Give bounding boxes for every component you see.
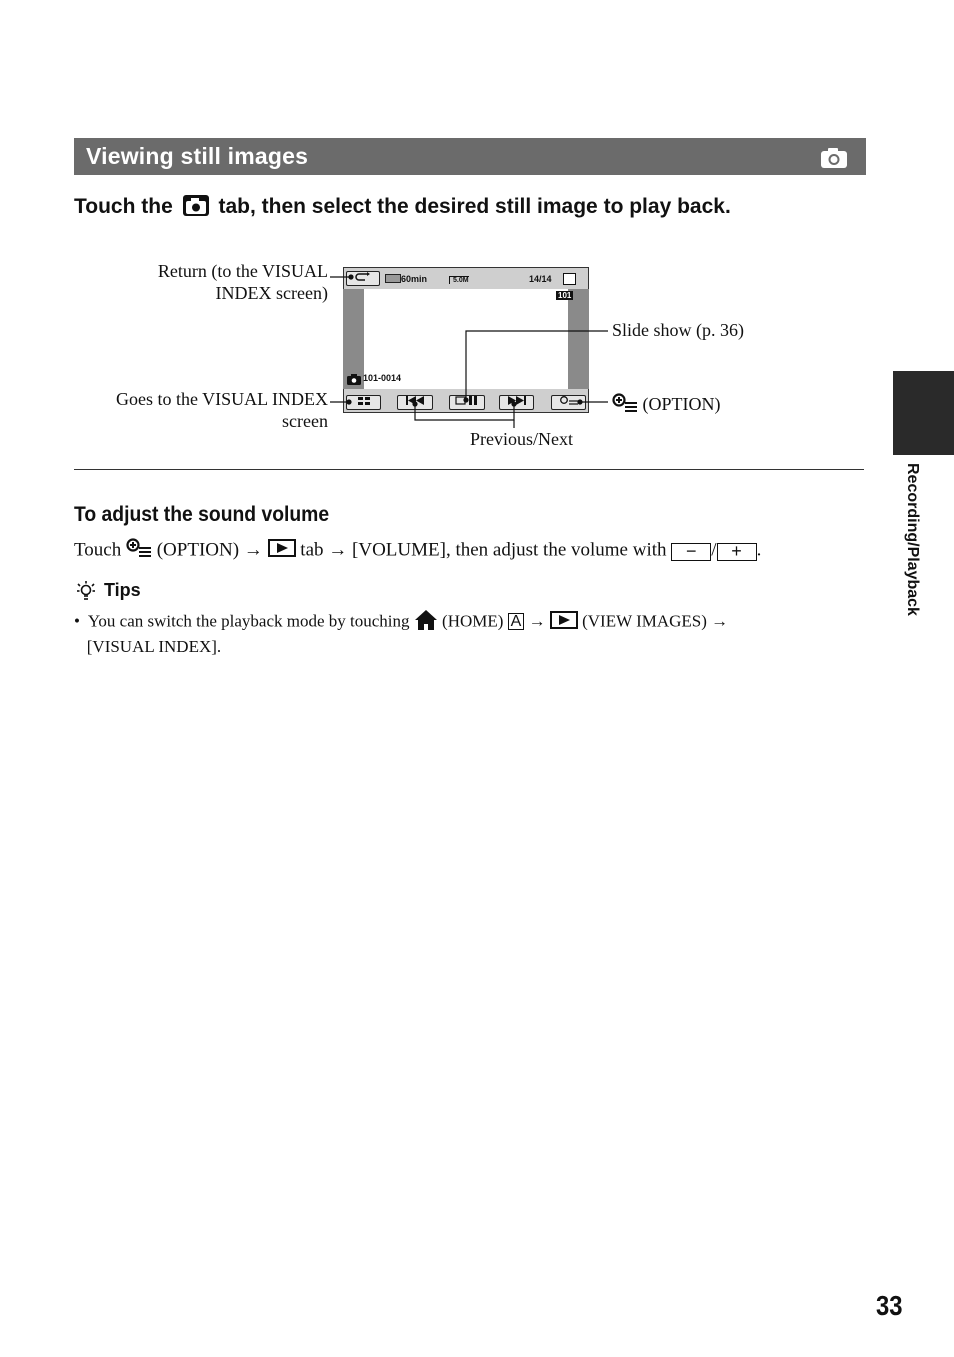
battery-remaining: 60min [401, 274, 428, 284]
label-a-box: A [508, 613, 525, 630]
sound-volume-heading: To adjust the sound volume [74, 503, 330, 526]
section-title: Viewing still images [86, 143, 309, 169]
folder-label: 101 [558, 291, 572, 300]
heading-part1: Touch the [74, 195, 173, 218]
divider [74, 469, 864, 470]
home-icon [414, 609, 438, 636]
chapter-tab [893, 371, 954, 455]
arrow-right-icon: → [243, 539, 263, 561]
volume-up-button: + [717, 543, 757, 561]
image-counter: 14/14 [529, 274, 552, 284]
option-icon [126, 538, 152, 564]
arrow-right-icon: → [528, 611, 546, 631]
return-label: Return (to the VISUAL INDEX screen) [157, 261, 328, 303]
arrow-right-icon: → [711, 611, 729, 631]
file-number: 101-0014 [363, 373, 402, 383]
view-images-icon [550, 611, 578, 634]
visual-index-label: Goes to the VISUAL INDEX screen [116, 389, 328, 431]
heading-part2: tab, then select the desired still image to play back. [218, 195, 731, 218]
slide-show-label: Slide show (p. 36) [612, 320, 744, 340]
tips-icon [76, 580, 96, 607]
callout-lines [0, 0, 954, 470]
chapter-label: Recording/Playback [904, 463, 921, 616]
sound-volume-text: Touch (OPTION) → tab → [VOLUME], then adjust the volume with − / + . [74, 538, 761, 564]
tips-title: Tips [104, 580, 141, 600]
prev-next-label: Previous/Next [470, 429, 573, 449]
tip-item: • You can switch the playback mode by touching (HOME) A → (VIEW IMAGES) → [VISUAL INDEX]. [74, 609, 834, 657]
option-label: (OPTION) [612, 393, 721, 418]
page-number: 33 [876, 1290, 903, 1321]
arrow-right-icon: → [328, 539, 348, 561]
play-tab-icon [268, 539, 296, 563]
image-size: 5.0M [449, 276, 469, 284]
volume-down-button: − [671, 543, 711, 561]
